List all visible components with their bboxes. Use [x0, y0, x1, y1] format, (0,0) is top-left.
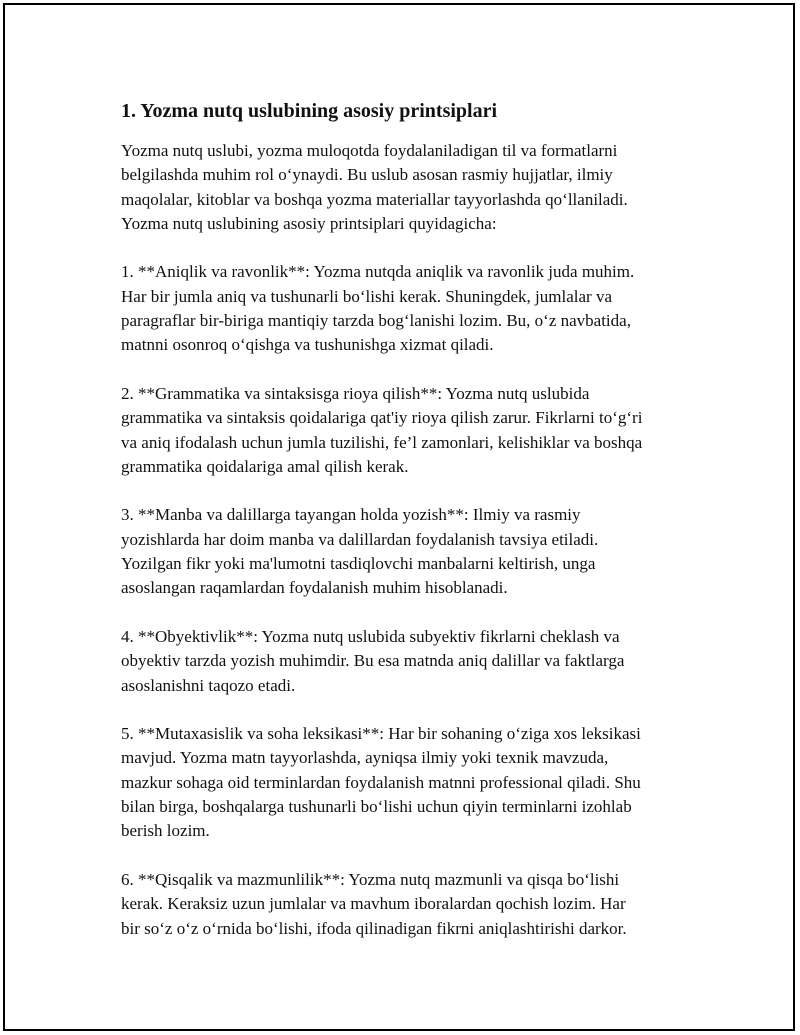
paragraph-line: bilan birga, boshqalarga tushunarli bo‘lishi uchun qiyin terminlarni izohlab [121, 797, 632, 817]
paragraph-line: obyektiv tarzda yozish muhimdir. Bu esa matnda aniq dalillar va faktlarga [121, 651, 625, 671]
paragraph-line: bir so‘z o‘z o‘rnida bo‘lishi, ifoda qilinadigan fikrni aniqlashtirishi darkor. [121, 918, 627, 938]
paragraph-list [121, 139, 701, 941]
paragraph-line: 1. **Aniqlik va ravonlik**: Yozma nutqda aniqlik va ravonlik juda muhim. [121, 262, 635, 282]
paragraph [121, 722, 701, 843]
paragraph-line: mazkur sohaga oid terminlardan foydalanish matnni professional qiladi. Shu [121, 772, 641, 792]
paragraph-line: paragraflar bir-biriga mantiqiy tarzda bog‘lanishi lozim. Bu, o‘z navbatida, [121, 311, 631, 331]
document-title: 1. Yozma nutq uslubining asosiy printsiplari [121, 100, 498, 122]
paragraph [121, 503, 701, 600]
page-frame [3, 3, 795, 1031]
paragraph-line: grammatika qoidalariga amal qilish kerak. [121, 456, 409, 476]
paragraph-line: 4. **Obyektivlik**: Yozma nutq uslubida subyektiv fikrlarni cheklash va [121, 626, 620, 646]
paragraph-line: belgilashda muhim rol o‘ynaydi. Bu uslub asosan rasmiy hujjatlar, ilmiy [121, 165, 613, 185]
paragraph-line: Har bir jumla aniq va tushunarli bo‘lishi kerak. Shuningdek, jumlalar va [121, 286, 612, 306]
paragraph-line: mavjud. Yozma matn tayyorlashda, ayniqsa ilmiy yoki texnik mavzuda, [121, 748, 609, 768]
paragraph-line: maqolalar, kitoblar va boshqa yozma materiallar tayyorlashda qo‘llaniladi. [121, 189, 628, 209]
paragraph-line: 3. **Manba va dalillarga tayangan holda yozish**: Ilmiy va rasmiy [121, 505, 581, 525]
paragraph-line: 6. **Qisqalik va mazmunlilik**: Yozma nutq mazmunli va qisqa bo‘lishi [121, 869, 620, 889]
paragraph-line: yozishlarda har doim manba va dalillardan foydalanish tavsiya etiladi. [121, 529, 599, 549]
document-body [121, 97, 701, 965]
paragraph [121, 260, 701, 357]
paragraph-line: grammatika va sintaksis qoidalariga qat'iy rioya qilish zarur. Fikrlarni to‘g‘ri [121, 408, 643, 428]
paragraph-line: Yozma nutq uslubining asosiy printsiplari quyidagicha: [121, 213, 497, 233]
paragraph-line: asoslangan raqamlardan foydalanish muhim hisoblanadi. [121, 578, 508, 598]
paragraph-line: Yozma nutq uslubi, yozma muloqotda foydalaniladigan til va formatlarni [121, 141, 618, 160]
paragraph-line: berish lozim. [121, 821, 210, 841]
paragraph [121, 382, 701, 479]
paragraph [121, 868, 701, 941]
paragraph-line: va aniq ifodalash uchun jumla tuzilishi, fe’l zamonlari, kelishiklar va boshqa [121, 432, 643, 452]
paragraph-line: kerak. Keraksiz uzun jumlalar va mavhum iboralardan qochish lozim. Har [121, 894, 626, 914]
paragraph-line: matnni osonroq o‘qishga va tushunishga xizmat qiladi. [121, 335, 494, 355]
paragraph-line: 5. **Mutaxasislik va soha leksikasi**: Har bir sohaning o‘ziga xos leksikasi [121, 724, 641, 744]
paragraph-line: Yozilgan fikr yoki ma'lumotni tasdiqlovchi manbalarni keltirish, unga [121, 554, 596, 574]
paragraph-line: asoslanishni taqozo etadi. [121, 675, 296, 695]
paragraph [121, 625, 701, 698]
paragraph-line: 2. **Grammatika va sintaksisga rioya qilish**: Yozma nutq uslubida [121, 383, 590, 403]
paragraph [121, 139, 701, 236]
